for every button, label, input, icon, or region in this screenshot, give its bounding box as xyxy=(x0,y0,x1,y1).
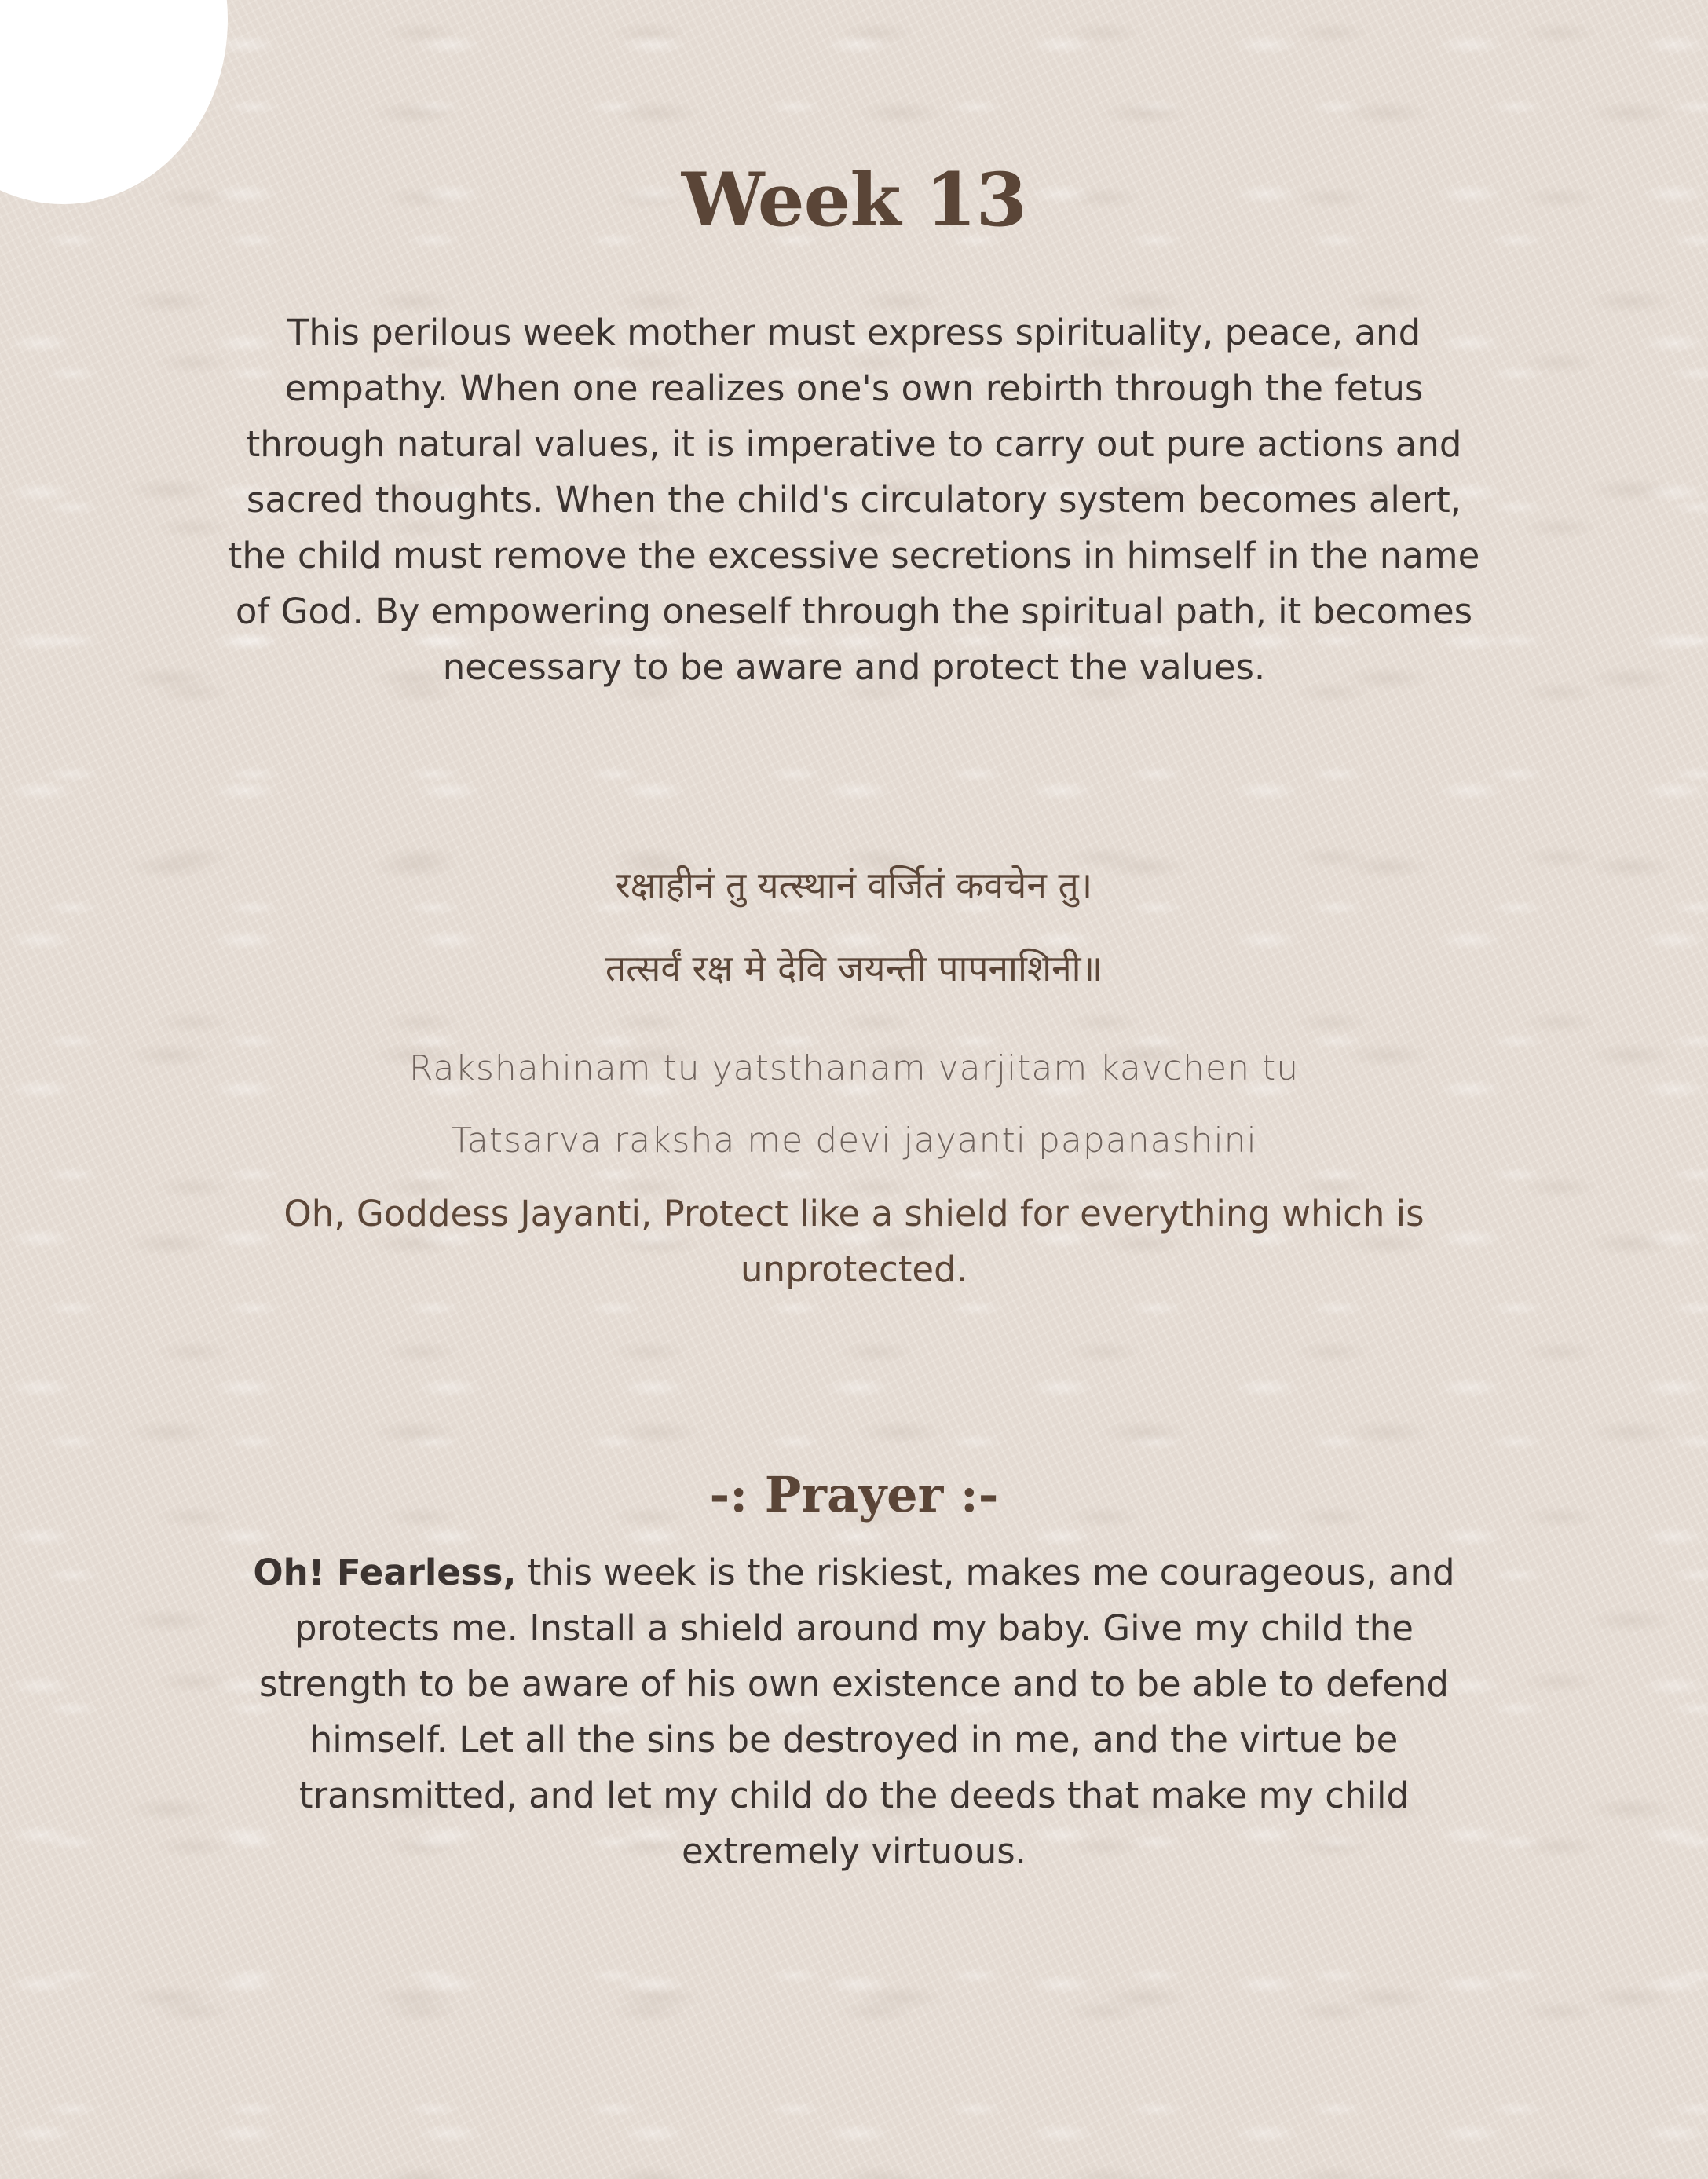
prayer-heading: -: Prayer :- xyxy=(709,1466,999,1523)
prayer-body-text: this week is the riskiest, makes me courageous, and protects me. Install a shield around my baby. Give my child the strength to be aware of his own existence and to be able to defend himself. Let all the sins be destroyed in me, and the virtue be transmitted, and let my child do the deeds that make my child extremely virtuous. xyxy=(259,1552,1455,1872)
intro-paragraph: This perilous week mother must express spirituality, peace, and empathy. When one realizes one's own rebirth through the fetus through natural values, it is imperative to carry out pure actions and sacred thoughts. When the child's circulatory system becomes alert, the child must remove the excessive secretions in himself in the name of God. By empowering oneself through the spiritual path, it becomes necessary to be aware and protect the values. xyxy=(228,312,1480,688)
prayer-lead-phrase: Oh! Fearless, xyxy=(253,1552,517,1593)
mantra-transliteration-line-2: Tatsarva raksha me devi jayanti papanashini xyxy=(451,1121,1257,1161)
mantra-sanskrit-line-1: रक्षाहीनं तु यत्स्थानं वर्जितं कवचेन तु। xyxy=(615,864,1093,906)
prayer-paragraph xyxy=(236,1545,1472,1879)
mantra-transliteration-line-1: Rakshahinam tu yatsthanam varjitam kavchen tu xyxy=(408,1048,1300,1088)
mantra-sanskrit-line-2: तत्सर्वं रक्ष मे देवि जयन्ती पापनाशिनी॥ xyxy=(605,947,1103,989)
page-title: Week 13 xyxy=(681,157,1027,243)
mantra-meaning: Oh, Goddess Jayanti, Protect like a shield for everything which is unprotected. xyxy=(283,1193,1425,1290)
